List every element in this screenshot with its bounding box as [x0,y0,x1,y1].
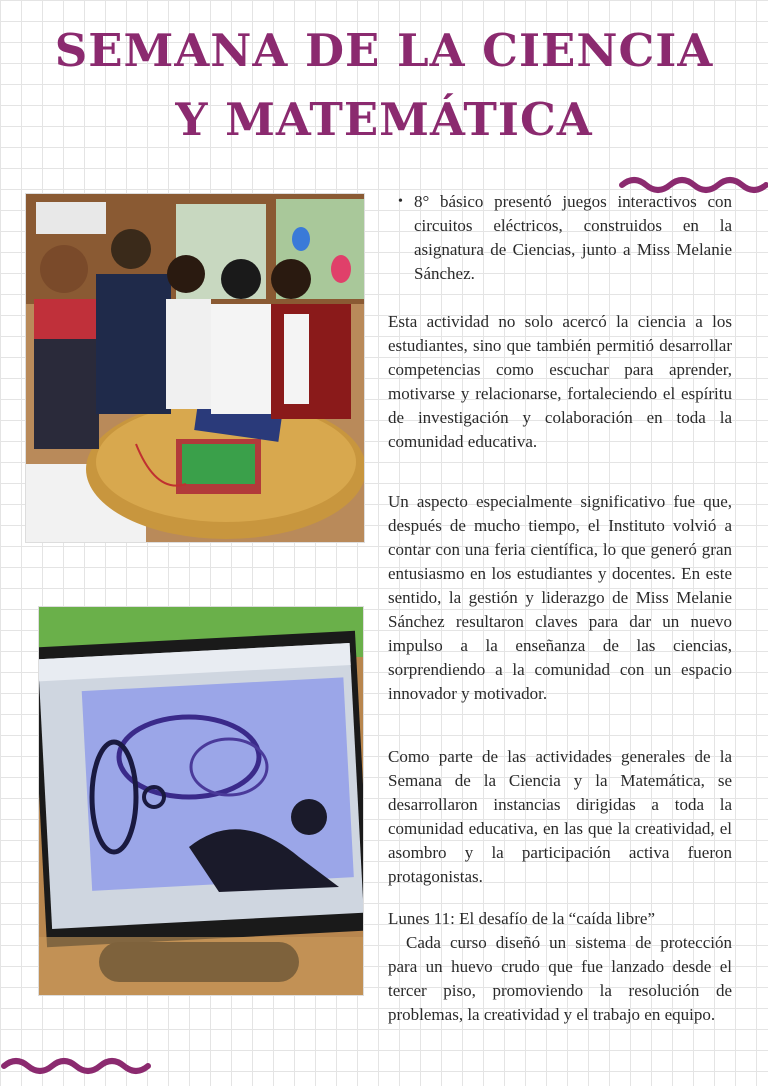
page-title-line-1: SEMANA DE LA CIENCIA [54,24,714,77]
bullet-block [388,190,732,286]
paragraph-2 [388,490,732,706]
bullet-dot-icon: • [398,194,403,209]
bullet-text: 8° básico presentó juegos interactivos con circuitos eléctricos, construidos en la asignatura de Ciencias, junto a Miss Melanie Sánchez. [414,192,732,283]
paragraph-4 [388,907,732,1027]
paragraph-4-heading: Lunes 11: El desafío de la “caída libre” [388,909,656,928]
paragraph-4-text: Cada curso diseñó un sistema de protección para un huevo crudo que fue lanzado desde el tercer piso, promoviendo la resolución de problemas, la creatividad y el trabajo en equipo. [388,933,732,1024]
list-item [388,190,732,286]
paragraph-2-text: Un aspecto especialmente significativo fue que, después de mucho tiempo, el Instituto volvió a contar con una feria científica, lo que generó gran entusiasmo en los estudiantes y docentes. En este sentido, la gestión y liderazgo de Miss Melanie Sánchez resultaron claves para dar un nuevo impulso a la enseñanza de las ciencias, sorprendiendo a la comunidad con un espacio innovador y motivador. [388,492,732,703]
paragraph-1 [388,310,732,454]
photo-microscope-monitor [38,606,364,996]
paragraph-3 [388,745,732,889]
photo-students-circuit-game [25,193,365,543]
paragraph-1-text: Esta actividad no solo acercó la ciencia a los estudiantes, sino que también permitió desarrollar competencias como escuchar para aprender, motivarse y relacionarse, fortaleciendo el espíritu de investigación y colaboración en toda la comunidad educativa. [388,312,732,451]
page-title-line-2: Y MATEMÁTICA [175,93,593,146]
paragraph-3-text: Como parte de las actividades generales de la Semana de la Ciencia y la Matemática, se desarrollaron instancias dirigidas a toda la comunidad educativa, en las que la creatividad, el asombro y la participación activa fueron protagonistas. [388,747,732,886]
decorative-wave-bottom-left [0,1055,160,1077]
